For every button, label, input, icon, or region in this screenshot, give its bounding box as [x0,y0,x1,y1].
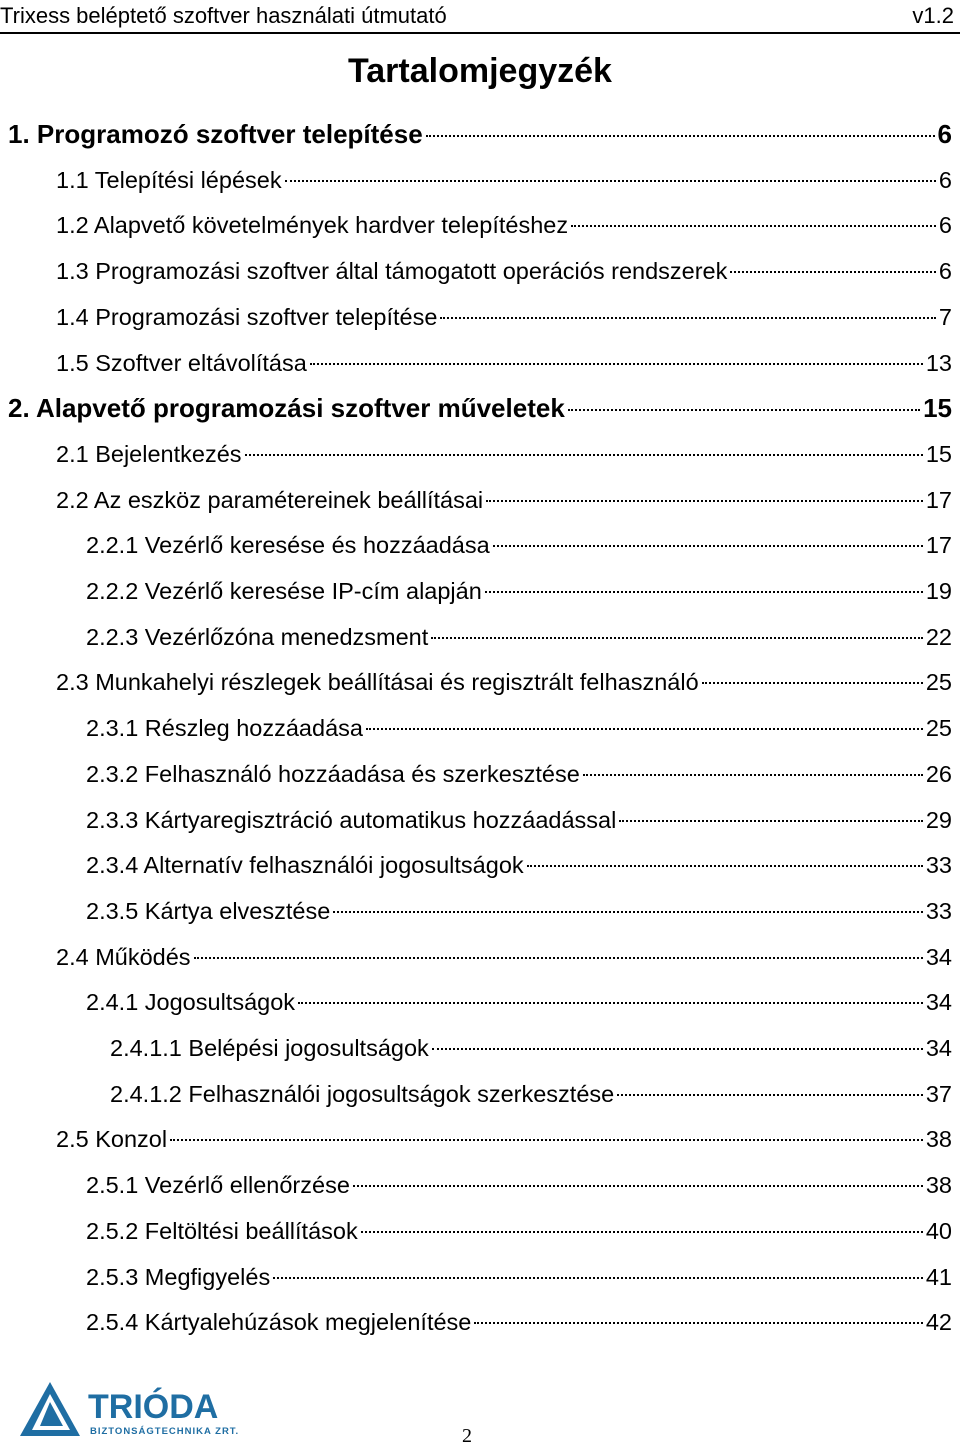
toc-entry-page: 37 [925,1080,952,1107]
toc-entry-title: 2.3.2 Felhasználó hozzáadása és szerkesztése [86,760,580,787]
toc-entry-page: 22 [925,623,952,650]
toc-dot-leader [298,1002,923,1004]
toc-entry-page: 6 [938,258,952,285]
toc-entry-title: 1.3 Programozási szoftver által támogatott operációs rendszerek [56,258,728,285]
toc-entry-page: 17 [925,532,952,559]
toc-entry[interactable] [56,1119,952,1159]
logo-name: TRIÓDA [88,1388,219,1426]
toc-entry-title: 2.3.4 Alternatív felhasználói jogosultságok [86,852,524,879]
toc-entry[interactable] [56,937,952,977]
toc-dot-leader [583,774,923,776]
toc-dot-leader [245,454,923,456]
toc-entry-title: 2.2.3 Vezérlőzóna menedzsment [86,623,429,650]
toc-entry-page: 13 [925,349,952,376]
toc-dot-leader [426,135,935,137]
toc-entry[interactable] [56,160,952,200]
toc-entry-page: 34 [925,943,952,970]
toc-entry[interactable] [56,251,952,291]
toc-entry-page: 7 [938,303,952,330]
toc-entry[interactable] [110,1028,952,1068]
toc-dot-leader [432,1048,923,1050]
toc-dot-leader [571,225,936,227]
toc-entry-title: 2. Alapvető programozási szoftver műveletek [8,393,565,424]
toc-entry-title: 2.5.1 Vezérlő ellenőrzése [86,1172,350,1199]
toc-entry-page: 33 [925,897,952,924]
toc-entry-title: 2.3.5 Kártya elvesztése [86,897,331,924]
toc-entry-page: 41 [925,1263,952,1290]
toc-entry-page: 38 [925,1126,952,1153]
toc-entry[interactable] [56,434,952,474]
toc-entry[interactable] [86,617,952,657]
toc-entry-title: 2.4.1.2 Felhasználói jogosultságok szerkesztése [110,1080,615,1107]
toc-entry-page: 38 [925,1172,952,1199]
toc-entry-title: 2.5.4 Kártyalehúzások megjelenítése [86,1309,472,1336]
toc-entry-page: 6 [938,166,952,193]
toc-entry-title: 1.2 Alapvető követelmények hardver telepítéshez [56,212,569,239]
toc-entry[interactable] [86,1211,952,1251]
toc-entry-title: 1.4 Programozási szoftver telepítése [56,303,438,330]
logo-tagline: BIZTONSÁGTECHNIKA ZRT. [90,1426,240,1437]
toc-entry[interactable] [86,1302,952,1342]
toc-entry-page: 40 [925,1217,952,1244]
toc-entry[interactable] [86,708,952,748]
toc-entry[interactable] [8,388,952,428]
toc-dot-leader [353,1185,923,1187]
toc-dot-leader [194,957,923,959]
toc-dot-leader [170,1139,923,1141]
toc-entry-title: 2.5.3 Megfigyelés [86,1263,271,1290]
toc-dot-leader [366,728,923,730]
document-version: v1.2 [912,3,954,28]
toc-entry-title: 2.4.1.1 Belépési jogosultságok [110,1035,429,1061]
toc-dot-leader [273,1277,923,1279]
toc-entry-page: 34 [925,1035,952,1061]
toc-entry[interactable] [56,662,952,702]
toc-dot-leader [486,500,923,502]
toc-entry-title: 2.4.1 Jogosultságok [86,989,296,1016]
toc-entry[interactable] [86,525,952,565]
document-header [0,0,960,34]
toc-entry-title: 2.5 Konzol [56,1126,168,1153]
toc-entry-page: 34 [925,989,952,1016]
toc-heading: Tartalomjegyzék [348,52,612,90]
toc-entry-title: 2.3.1 Részleg hozzáadása [86,715,363,742]
toc-entry[interactable] [56,343,952,383]
toc-entry[interactable] [56,480,952,520]
page-number: 2 [462,1425,472,1447]
toc-entry-title: 2.5.2 Feltöltési beállítások [86,1217,358,1244]
toc-entry-title: 2.2.2 Vezérlő keresése IP-cím alapján [86,578,482,604]
toc-entry[interactable] [86,754,952,794]
toc-dot-leader [493,545,923,547]
toc-entry-page: 26 [925,760,952,787]
toc-entry-title: 2.1 Bejelentkezés [56,440,242,467]
toc-entry-title: 2.2.1 Vezérlő keresése és hozzáadása [86,532,490,559]
toc-entry[interactable] [56,297,952,337]
toc-entry[interactable] [8,114,952,154]
toc-entry[interactable] [86,800,952,840]
toc-entry[interactable] [56,205,952,245]
toc-dot-leader [361,1231,923,1233]
toc-entry-page: 25 [925,715,952,742]
toc-dot-leader [485,591,923,593]
toc-dot-leader [568,409,920,411]
toc-entry-title: 1. Programozó szoftver telepítése [8,119,423,149]
toc-entry[interactable] [86,571,952,611]
toc-entry[interactable] [110,1074,952,1114]
toc-entry-title: 1.5 Szoftver eltávolítása [56,349,307,376]
toc-entry-title: 2.3 Munkahelyi részlegek beállításai és regisztrált felhasználó [56,669,699,696]
toc-dot-leader [474,1322,922,1324]
toc-entry-page: 15 [925,440,952,467]
toc-entry[interactable] [86,1165,952,1205]
toc-entry[interactable] [86,1257,952,1297]
toc-entry-page: 6 [937,119,952,149]
toc-entry-title: 1.1 Telepítési lépések [56,166,282,193]
toc-entry-title: 2.3.3 Kártyaregisztráció automatikus hozzáadással [86,806,617,833]
toc-entry[interactable] [86,982,952,1022]
toc-entry-page: 15 [923,393,952,424]
trioda-logo [10,1380,240,1440]
toc-entry-page: 17 [925,486,952,513]
toc-dot-leader [440,317,936,319]
document-title: Trixess beléptető szoftver használati útmutató [0,3,447,28]
toc-dot-leader [730,271,936,273]
toc-entry-page: 25 [925,669,952,696]
toc-dot-leader [310,363,923,365]
toc-entry-page: 29 [925,806,952,833]
toc-entry-title: 2.2 Az eszköz paramétereinek beállításai [56,486,484,513]
toc-dot-leader [431,637,923,639]
toc-entry-title: 2.4 Működés [56,943,191,970]
toc-entry-page: 42 [925,1309,952,1336]
toc-entry[interactable] [86,845,952,885]
toc-entry[interactable] [86,891,952,931]
toc-dot-leader [333,911,923,913]
toc-dot-leader [285,180,936,182]
toc-dot-leader [617,1094,923,1096]
toc-entry-page: 33 [925,852,952,879]
toc-dot-leader [619,820,923,822]
toc-entry-page: 6 [938,212,952,239]
toc-dot-leader [527,865,923,867]
toc-dot-leader [702,682,923,684]
toc-entry-page: 19 [925,578,952,604]
